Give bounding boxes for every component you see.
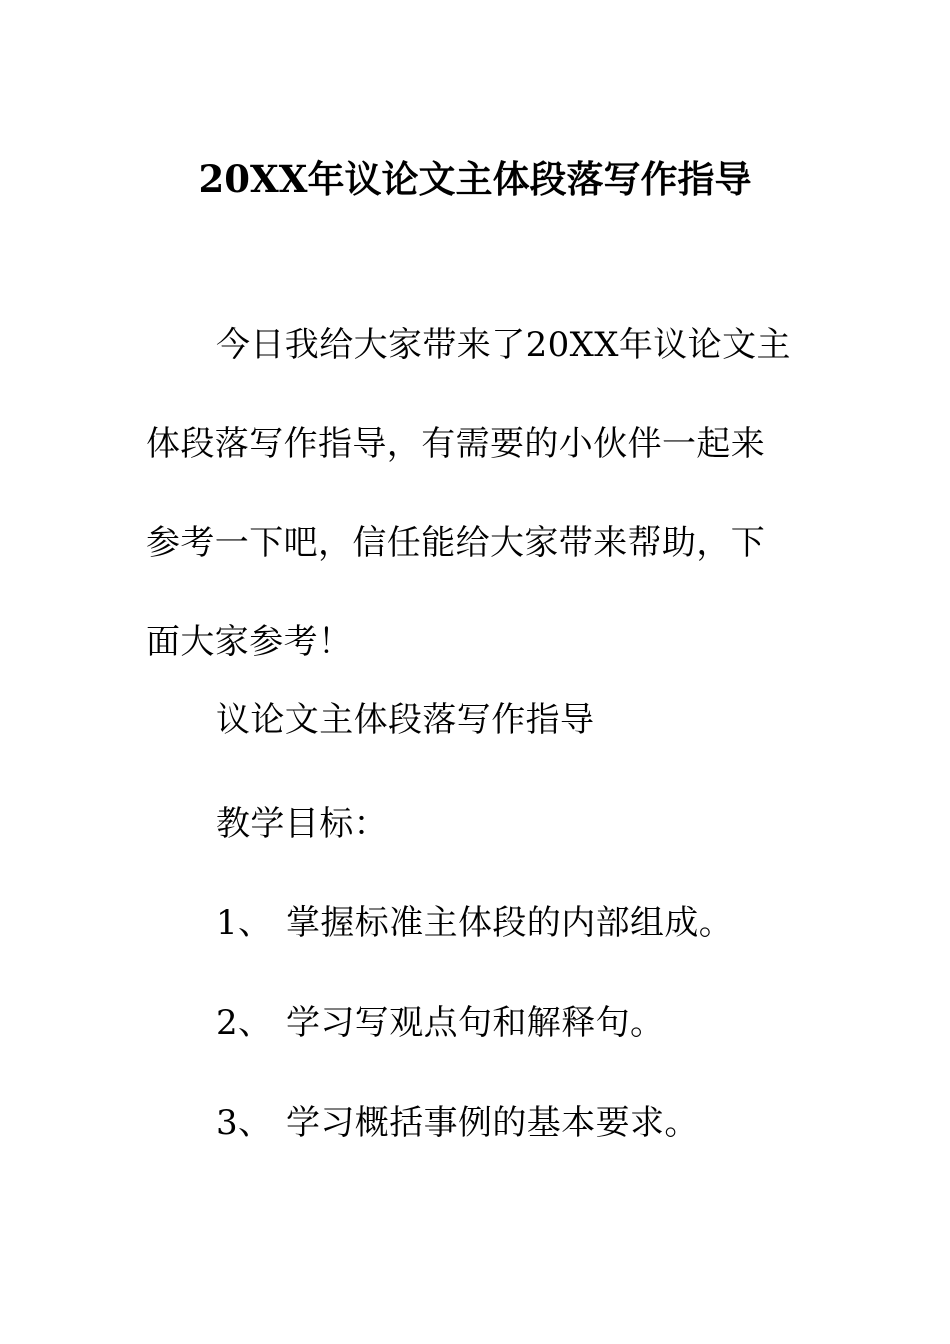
goal-number: 3、 bbox=[216, 1103, 273, 1143]
goal-item bbox=[216, 1095, 699, 1151]
intro-paragraph: 今日我给大家带来了20XX年议论文主体段落写作指导，有需要的小伙伴一起来参考一下吧，信任能给大家带来帮助，下面大家参考！ bbox=[146, 325, 791, 662]
goal-text: 掌握标准主体段的内部组成。 bbox=[286, 903, 734, 943]
section-subheading: 议论文主体段落写作指导 bbox=[216, 700, 595, 740]
goal-number: 2、 bbox=[216, 1003, 273, 1043]
goal-item bbox=[216, 895, 733, 951]
goal-item bbox=[216, 995, 664, 1051]
goal-number: 1、 bbox=[216, 903, 273, 943]
goals-label: 教学目标： bbox=[216, 804, 388, 844]
document-title: 20XX年议论文主体段落写作指导 bbox=[198, 156, 752, 201]
goal-text: 学习写观点句和解释句。 bbox=[286, 1003, 665, 1043]
goal-text: 学习概括事例的基本要求。 bbox=[286, 1103, 699, 1143]
